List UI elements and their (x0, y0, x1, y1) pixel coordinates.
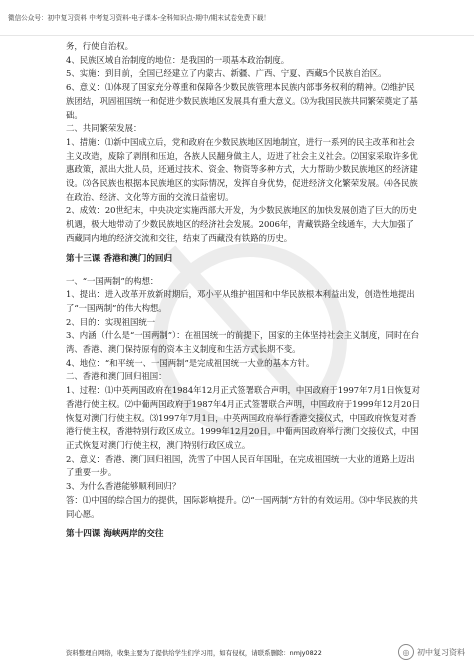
paragraph: 3、内涵（什么是“一国两制”）：在祖国统一的前提下，国家的主体坚持社会主义制度，同时在台湾、香港、澳门保持原有的资本主义制度和生活方式长期不变。 (66, 330, 420, 355)
footer-logo (398, 644, 465, 660)
footer-text: 资料整理自网络，收集主要为了提供给学生们学习用，如有侵权，请联系删除：nmjy0822 (66, 649, 322, 657)
page-footer (0, 640, 474, 670)
paragraph: 二、共同繁荣发展： (66, 123, 142, 134)
header-text: 微信公众号：初中复习资料 中考复习资料-电子课本-全科知识点-期中/期末试卷免费下载！ (8, 14, 271, 22)
paragraph: 4、地位：“和平统一、一国两制”是完成祖国统一大业的基本方针。 (66, 357, 315, 368)
paragraph: 务，行使自治权。 (66, 41, 133, 51)
wechat-logo-icon: ◎ (398, 644, 414, 660)
paragraph: 一、“一国两制”的构想： (66, 275, 159, 286)
footer-logo-text: 初中复习资料 (417, 647, 465, 657)
paragraph: 4、民族区域自治制度的地位：是我国的一项基本政治制度。 (66, 54, 290, 65)
paragraph: 5、实施：到目前，全国已经建立了内蒙古、新疆、广西、宁夏、西藏5个民族自治区。 (66, 68, 387, 79)
paragraph: 2、成效：20世纪末，中央决定实施西部大开发，为少数民族地区的加快发展创造了巨大的历史机遇，极大地带动了少数民族地区的经济社会发展。2006年，青藏铁路全线通车，大大加强了西藏同内地的经济交流和交往，结束了西藏没有铁路的历史。 (66, 205, 417, 243)
paragraph: 3、为什么香港能够顺利回归？ (66, 481, 181, 492)
paragraph: 答：⑴中国的综合国力的提供，国际影响提升。⑵“一国两制”方针的有效运用。⑶中华民族的共同心愿。 (66, 494, 418, 519)
lesson-14-title: 第十四课 海峡两岸的交往 (66, 529, 164, 540)
paragraph: 1、提出：进入改革开放新时期后，邓小平从维护祖国和中华民族根本利益出发，创造性地提出了“一国两制”的伟大构想。 (66, 289, 415, 313)
lesson-13-title: 第十三课 香港和澳门的回归 (66, 253, 173, 264)
paragraph: 2、意义：香港、澳门回归祖国，洗雪了中国人民百年国耻，在完成祖国统一大业的道路上迈出了重要一步。 (66, 453, 415, 478)
page-header (0, 0, 474, 36)
paragraph: 1、过程：⑴中英两国政府在1984年12月正式签署联合声明，中国政府于1997年7月1日恢复对香港行使主权。⑵中葡两国政府于1987年4月正式签署联合声明，中国政府于1999年12月20日恢复对澳门行使主权。⑶1997年7月1日，中英两国政府举行香港交接仪式，中国政府恢复对香港行使主权，香港特别行政区成立。1999年12月20日，中葡两国政府举行澳门交接仪式，中国正式恢复对澳门行使主权，澳门特别行政区成立。 (66, 385, 421, 450)
paragraph: 二、香港和澳门回归祖国： (66, 371, 167, 382)
paragraph: 6、意义：⑴体现了国家充分尊重和保障各少数民族管理本民族内部事务权利的精神。⑵维护民族团结，巩固祖国统一和促进少数民族地区发展具有重大意义。⑶为我国民族共同繁荣奠定了基础。 (66, 82, 418, 120)
paragraph: 2、目的：实现祖国统一 (66, 316, 156, 327)
document-body (66, 40, 422, 632)
paragraph: 1、措施：⑴新中国成立后，党和政府在少数民族地区因地制宜，进行一系列的民主改革和社会主义改造，废除了剥削和压迫，各族人民翻身做主人，迈进了社会主义社会。⑵国家采取许多优惠政策，派出大批人员，还通过技术、资金、物资等多种方式，大力帮助少数民族地区的经济建设。⑶各民族也根据本民族地区的实际情况，发挥自身优势，促进经济文化繁荣发展。⑷各民族在政治、经济、文化等方面的交流日益密切。 (66, 136, 418, 202)
